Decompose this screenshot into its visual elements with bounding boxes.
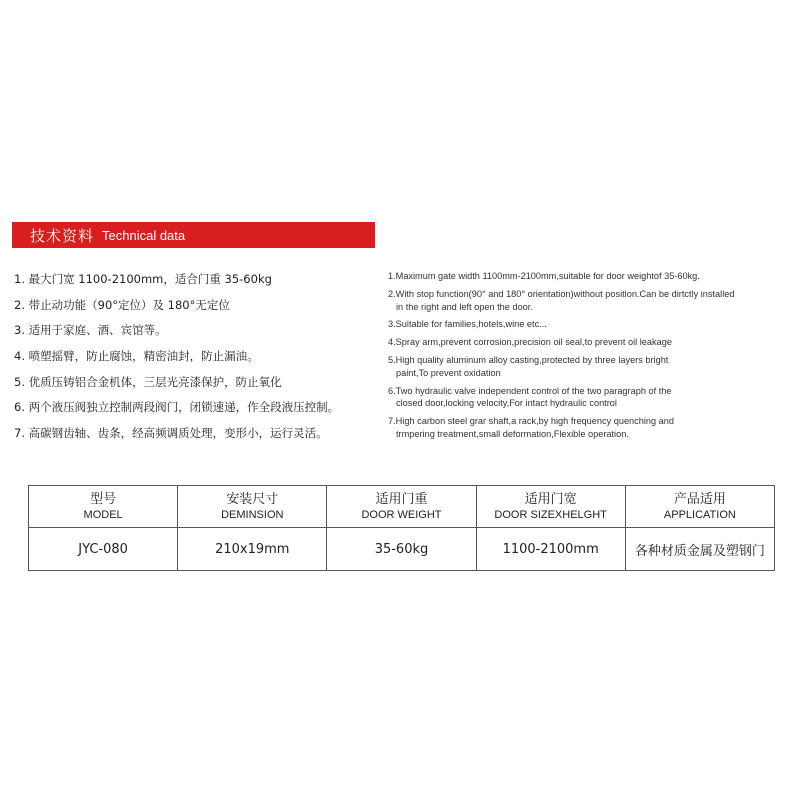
feature-en-2 — [388, 288, 798, 314]
header-door-size-en: DOOR SIZEXHELGHT — [494, 508, 607, 521]
header-model — [29, 486, 178, 528]
feature-en-6 — [388, 385, 798, 411]
feature-en-2-line2: in the right and left open the door. — [396, 301, 533, 312]
feature-en-4 — [388, 336, 798, 349]
section-title-en: Technical data — [102, 227, 186, 243]
feature-en-1-line1: 1.Maximum gate width 1100mm-2100mm,suitable for door weightof 35-60kg. — [388, 271, 700, 281]
header-application-en: APPLICATION — [663, 508, 736, 521]
feature-cn-7: 7. 高碳钢齿轴、齿条，经高频调质处理，变形小，运行灵活。 — [14, 426, 328, 441]
feature-en-7-line2: trmpering treatment,small deformation,Flexible operation. — [396, 428, 629, 439]
feature-cn-1: 1. 最大门宽 1100-2100mm，适合门重 35-60kg — [14, 272, 272, 286]
feature-en-4-line1: 4.Spray arm,prevent corrosion,precision oil seal,to prevent oil leakage — [388, 337, 672, 348]
header-application-cn: 产品适用 — [673, 491, 726, 507]
header-model-en: MODEL — [83, 508, 123, 521]
feature-en-7 — [388, 415, 798, 441]
header-dimension-en: DEMINSION — [221, 508, 284, 521]
header-model-cn: 型号 — [90, 491, 117, 507]
feature-en-1 — [388, 270, 798, 283]
header-door-weight-cn: 适用门重 — [375, 491, 428, 507]
features-list-cn — [14, 269, 384, 449]
feature-en-3-line1: 3.Suitable for families,hotels,wine etc... — [388, 319, 547, 330]
feature-cn-5: 5. 优质压铸铝合金机体，三层光亮漆保护，防止氧化 — [14, 374, 282, 389]
header-application — [625, 486, 774, 528]
cell-application: 各种材质金属及塑钢门 — [625, 528, 774, 571]
feature-cn-3: 3. 适用于家庭、酒、宾馆等。 — [14, 323, 167, 338]
feature-en-5 — [388, 354, 798, 380]
cell-door-size: 1100-2100mm — [476, 528, 625, 571]
feature-cn-2: 2. 带止动功能（90°定位）及 180°无定位 — [14, 297, 230, 312]
feature-en-3 — [388, 318, 798, 331]
cell-dimension: 210x19mm — [178, 528, 327, 571]
cell-door-weight: 35-60kg — [327, 528, 476, 571]
header-door-weight-en: DOOR WEIGHT — [361, 508, 442, 521]
section-title-banner — [12, 222, 375, 248]
header-door-weight — [327, 486, 476, 528]
header-door-size — [476, 486, 625, 528]
spec-table — [28, 485, 775, 571]
feature-en-5-line1: 5.High quality aluminum alloy casting,protected by three layers bright — [388, 354, 669, 365]
spec-table-header-row — [29, 486, 775, 528]
feature-en-6-line2: closed door,locking velocity,For intact hydraulic control — [396, 398, 617, 409]
spec-table-row — [29, 528, 775, 571]
header-door-size-cn: 适用门宽 — [524, 491, 577, 507]
cell-model: JYC-080 — [29, 528, 178, 571]
feature-en-2-line1: 2.With stop function(90° and 180° orientation)without position.Can be dirtctly installed — [388, 288, 735, 299]
header-dimension — [178, 486, 327, 528]
features-list-en — [388, 270, 798, 446]
header-dimension-cn: 安装尺寸 — [226, 491, 279, 507]
feature-en-6-line1: 6.Two hydraulic valve independent control of the two paragraph of the — [388, 385, 672, 396]
feature-cn-6: 6. 两个液压阀独立控制两段阀门，闭锁速递，作全段液压控制。 — [14, 400, 340, 415]
feature-cn-4: 4. 喷塑摇臂，防止腐蚀，精密油封，防止漏油。 — [14, 349, 259, 364]
feature-en-7-line1: 7.High carbon steel grar shaft,a rack,by high frequency quenching and — [388, 416, 675, 427]
section-title-cn: 技术资料 — [30, 226, 95, 245]
feature-en-5-line2: paint,To prevent oxidation — [396, 367, 501, 378]
